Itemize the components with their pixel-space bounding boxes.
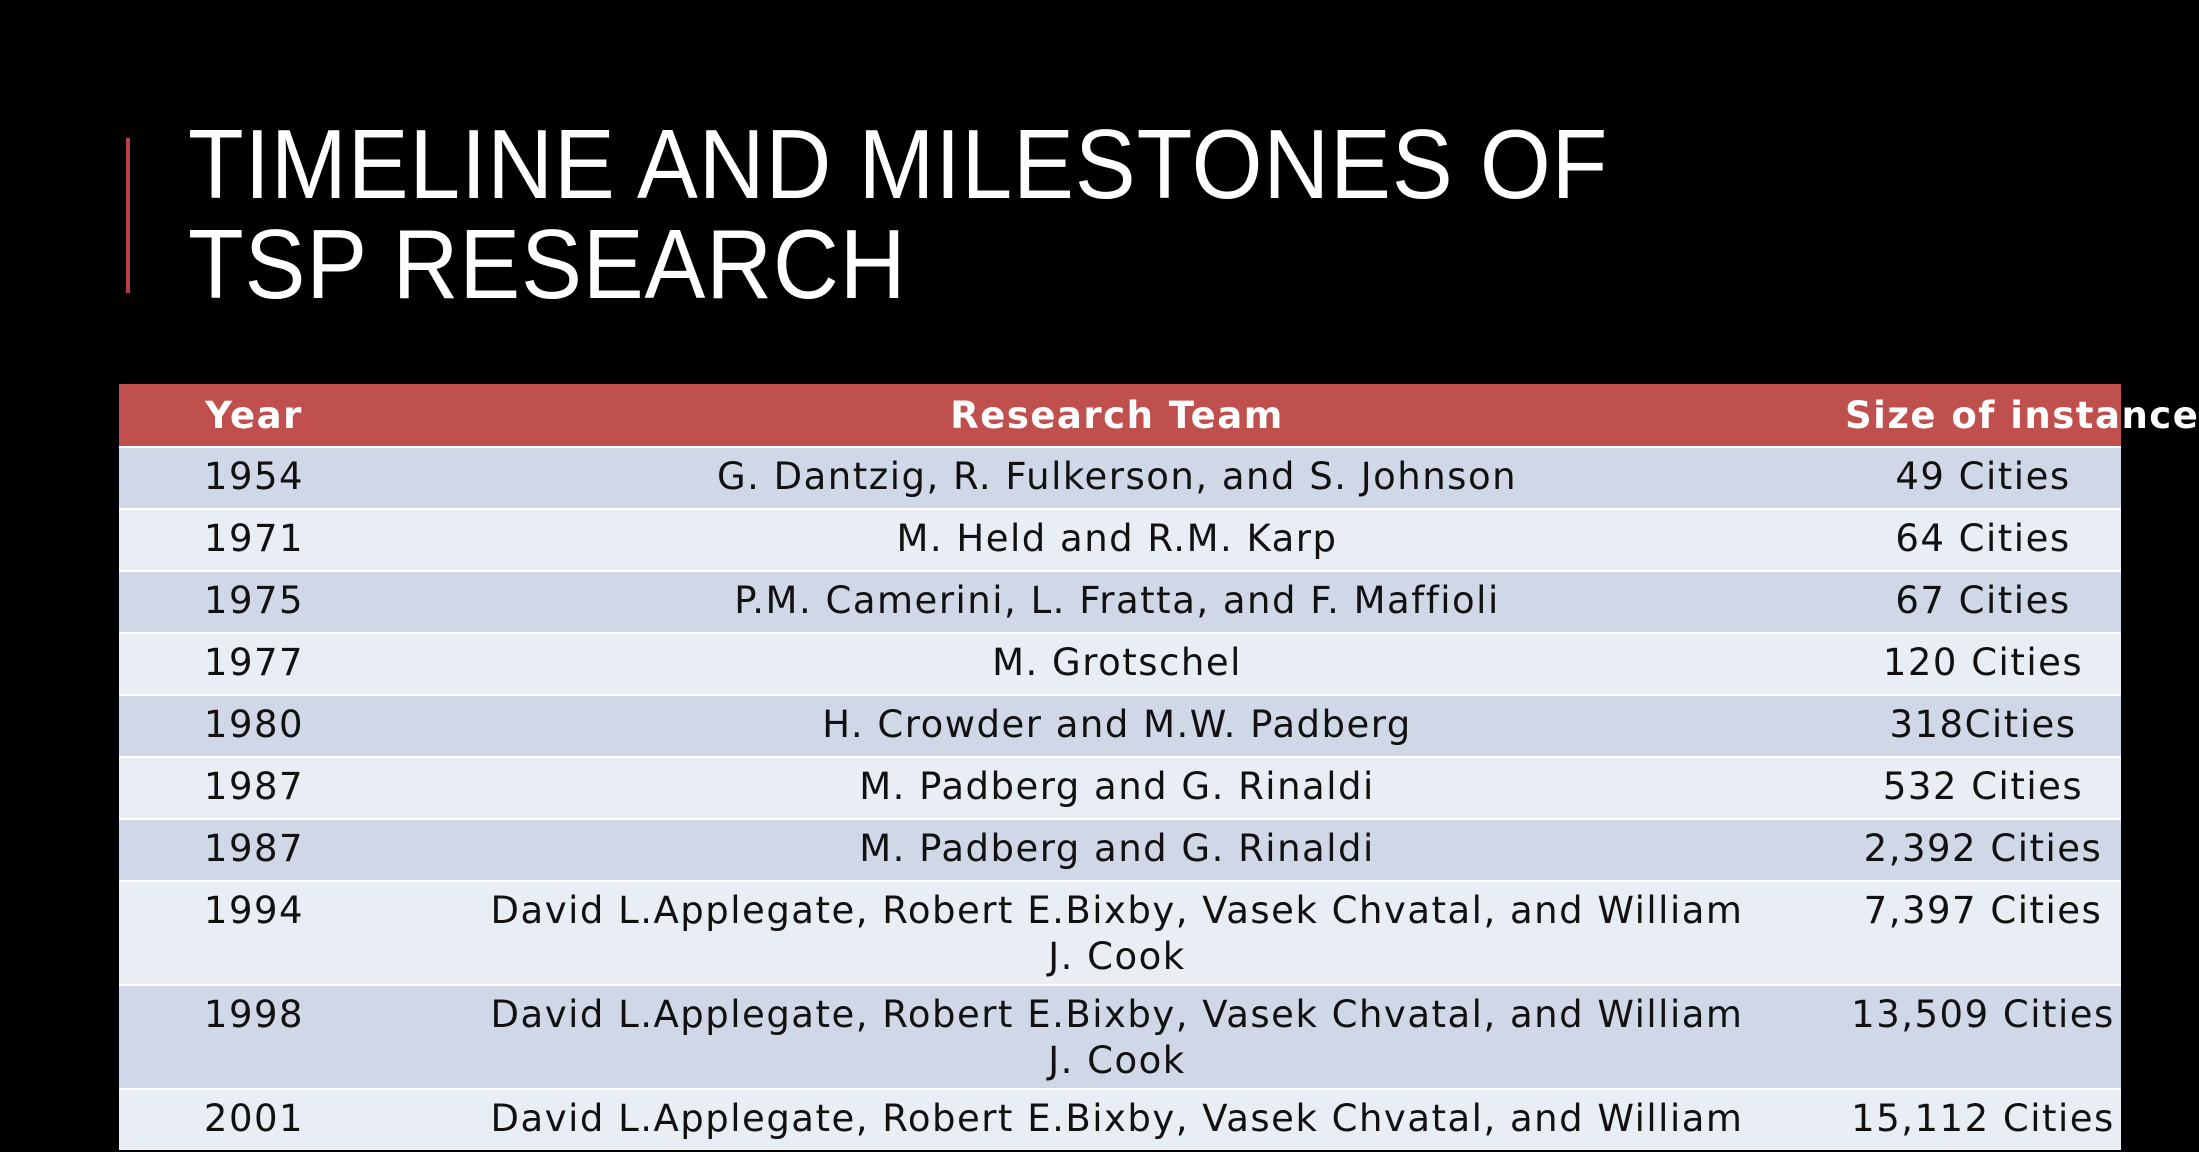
- cell-year: 1977: [119, 633, 389, 695]
- team-line-2: J. Cook: [1048, 1039, 1186, 1082]
- table-header-row: [119, 384, 2121, 447]
- cell-year: 1994: [119, 881, 389, 985]
- cell-research-team: P.M. Camerini, L. Fratta, and F. Maffioli: [389, 571, 1845, 633]
- cell-size: 67 Cities: [1845, 571, 2121, 633]
- cell-year: 1998: [119, 985, 389, 1089]
- cell-year: 1971: [119, 509, 389, 571]
- table-row: [119, 695, 2121, 757]
- title-line-2: TSP RESEARCH: [188, 209, 907, 319]
- cell-year: 1987: [119, 757, 389, 819]
- team-line-1: David L.Applegate, Robert E.Bixby, Vasek Chvatal, and William: [490, 1097, 1744, 1140]
- header-year: Year: [119, 384, 389, 447]
- cell-size: 7,397 Cities: [1845, 881, 2121, 985]
- cell-research-team: H. Crowder and M.W. Padberg: [389, 695, 1845, 757]
- table-row: [119, 881, 2121, 985]
- header-size-of-instance: Size of instance: [1845, 384, 2121, 447]
- table-row: [119, 1089, 2121, 1150]
- cell-research-team: M. Grotschel: [389, 633, 1845, 695]
- table-row: [119, 985, 2121, 1089]
- title-line-1: TIMELINE AND MILESTONES OF: [188, 109, 1609, 219]
- table-row: [119, 447, 2121, 509]
- cell-research-team: M. Held and R.M. Karp: [389, 509, 1845, 571]
- cell-research-team: M. Padberg and G. Rinaldi: [389, 819, 1845, 881]
- cell-size: 49 Cities: [1845, 447, 2121, 509]
- cell-research-team: [389, 881, 1845, 985]
- cell-size: 15,112 Cities: [1845, 1089, 2121, 1150]
- cell-size: 2,392 Cities: [1845, 819, 2121, 881]
- cell-research-team: G. Dantzig, R. Fulkerson, and S. Johnson: [389, 447, 1845, 509]
- cell-size: 13,509 Cities: [1845, 985, 2121, 1089]
- table-row: [119, 571, 2121, 633]
- title-accent-bar: [126, 138, 130, 293]
- cell-research-team: [389, 985, 1845, 1089]
- cell-year: 1975: [119, 571, 389, 633]
- table-row: [119, 819, 2121, 881]
- cell-size: 318Cities: [1845, 695, 2121, 757]
- table-row: [119, 757, 2121, 819]
- team-line-2: J. Cook: [1048, 935, 1186, 978]
- slide-title: [188, 109, 1769, 319]
- cell-research-team: M. Padberg and G. Rinaldi: [389, 757, 1845, 819]
- cell-year: 1987: [119, 819, 389, 881]
- cell-size: 532 Cities: [1845, 757, 2121, 819]
- cell-size: 64 Cities: [1845, 509, 2121, 571]
- table-row: [119, 633, 2121, 695]
- team-line-1: David L.Applegate, Robert E.Bixby, Vasek Chvatal, and William: [490, 889, 1744, 932]
- milestones-table-container: [119, 384, 2199, 1150]
- header-research-team: Research Team: [389, 384, 1845, 447]
- milestones-table: [119, 384, 2199, 1150]
- cell-size: 120 Cities: [1845, 633, 2121, 695]
- team-line-1: David L.Applegate, Robert E.Bixby, Vasek Chvatal, and William: [490, 993, 1744, 1036]
- cell-year: 2001: [119, 1089, 389, 1150]
- cell-year: 1980: [119, 695, 389, 757]
- cell-year: 1954: [119, 447, 389, 509]
- table-row: [119, 509, 2121, 571]
- cell-research-team: [389, 1089, 1845, 1150]
